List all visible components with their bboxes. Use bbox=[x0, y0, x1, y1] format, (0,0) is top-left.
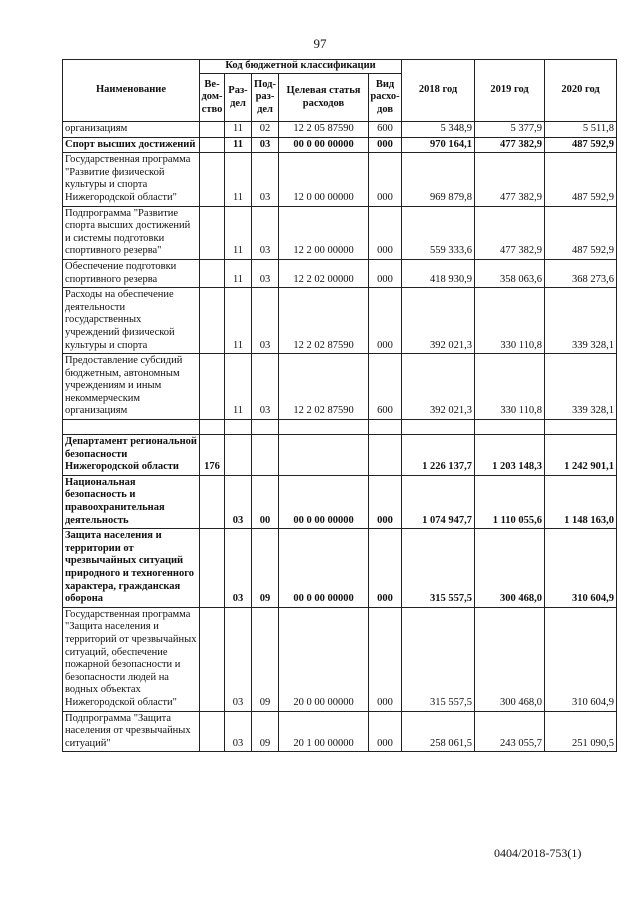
document-code: 0404/2018-753(1) bbox=[494, 846, 582, 860]
row-2020: 1 148 163,0 bbox=[545, 475, 617, 528]
row-2019: 477 382,9 bbox=[475, 137, 545, 153]
table-row bbox=[63, 711, 617, 752]
row-2018: 969 879,8 bbox=[402, 153, 475, 206]
row-2019: 477 382,9 bbox=[475, 153, 545, 206]
row-name: Спорт высших достижений bbox=[63, 137, 200, 153]
row-name: Подпрограмма "Защита населения от чрезвычайных ситуаций" bbox=[63, 711, 200, 752]
row-razdel: 11 bbox=[225, 288, 252, 354]
header-2018: 2018 год bbox=[402, 60, 475, 122]
row-2020: 339 328,1 bbox=[545, 288, 617, 354]
row-name: Обеспечение подготовки спортивного резерва bbox=[63, 259, 200, 287]
row-razdel: 11 bbox=[225, 259, 252, 287]
row-2020: 251 090,5 bbox=[545, 711, 617, 752]
row-2020: 487 592,9 bbox=[545, 206, 617, 259]
row-vid: 000 bbox=[369, 607, 402, 711]
row-podrazdel: 03 bbox=[252, 206, 279, 259]
row-ved bbox=[200, 354, 225, 420]
table-row bbox=[63, 153, 617, 206]
row-2018: 315 557,5 bbox=[402, 607, 475, 711]
table-row bbox=[63, 475, 617, 528]
row-target: 00 0 00 00000 bbox=[279, 529, 369, 608]
row-ved bbox=[200, 475, 225, 528]
row-ved: 176 bbox=[200, 435, 225, 476]
header-2020: 2020 год bbox=[545, 60, 617, 122]
row-2018: 392 021,3 bbox=[402, 354, 475, 420]
row-2018: 5 348,9 bbox=[402, 122, 475, 138]
row-vid: 600 bbox=[369, 354, 402, 420]
blank-cell bbox=[63, 420, 200, 435]
row-2020: 368 273,6 bbox=[545, 259, 617, 287]
row-ved bbox=[200, 206, 225, 259]
row-razdel: 11 bbox=[225, 137, 252, 153]
row-ved bbox=[200, 122, 225, 138]
row-2020: 310 604,9 bbox=[545, 529, 617, 608]
row-2018: 258 061,5 bbox=[402, 711, 475, 752]
row-podrazdel: 03 bbox=[252, 153, 279, 206]
row-2018: 392 021,3 bbox=[402, 288, 475, 354]
row-2020: 310 604,9 bbox=[545, 607, 617, 711]
row-2019: 330 110,8 bbox=[475, 288, 545, 354]
row-ved bbox=[200, 529, 225, 608]
row-2019: 477 382,9 bbox=[475, 206, 545, 259]
header-classification-group: Код бюджетной классификации bbox=[200, 60, 402, 74]
header-podrazdel: Под-раз-дел bbox=[252, 74, 279, 122]
row-vid: 000 bbox=[369, 475, 402, 528]
table-header bbox=[63, 60, 617, 122]
row-2018: 1 226 137,7 bbox=[402, 435, 475, 476]
row-ved bbox=[200, 137, 225, 153]
row-target: 12 2 02 00000 bbox=[279, 259, 369, 287]
row-podrazdel: 00 bbox=[252, 475, 279, 528]
row-2020: 487 592,9 bbox=[545, 153, 617, 206]
row-razdel: 11 bbox=[225, 354, 252, 420]
row-name: Государственная программа "Защита населения и территорий от чрезвычайных ситуаций, обеспечение пожарной безопасности и безопасности людей на водных объектах Нижегородской области" bbox=[63, 607, 200, 711]
row-vid bbox=[369, 435, 402, 476]
row-vid: 000 bbox=[369, 259, 402, 287]
blank-cell bbox=[402, 420, 475, 435]
row-name: Предоставление субсидий бюджетным, автономным учреждениям и иным некоммерческим организациям bbox=[63, 354, 200, 420]
table-row bbox=[63, 354, 617, 420]
row-razdel bbox=[225, 435, 252, 476]
row-2020: 339 328,1 bbox=[545, 354, 617, 420]
page-number: 97 bbox=[313, 36, 327, 51]
row-razdel: 03 bbox=[225, 607, 252, 711]
row-ved bbox=[200, 711, 225, 752]
row-vid: 000 bbox=[369, 529, 402, 608]
header-expense-type: Вид расхо-дов bbox=[369, 74, 402, 122]
row-vid: 000 bbox=[369, 711, 402, 752]
row-target: 12 2 05 87590 bbox=[279, 122, 369, 138]
row-target: 12 2 00 00000 bbox=[279, 206, 369, 259]
header-name: Наименование bbox=[63, 60, 200, 122]
row-2019: 300 468,0 bbox=[475, 529, 545, 608]
row-target: 12 0 00 00000 bbox=[279, 153, 369, 206]
row-2020: 1 242 901,1 bbox=[545, 435, 617, 476]
blank-cell bbox=[475, 420, 545, 435]
row-vid: 000 bbox=[369, 153, 402, 206]
row-2019: 1 110 055,6 bbox=[475, 475, 545, 528]
row-2018: 418 930,9 bbox=[402, 259, 475, 287]
header-target-article: Целевая статья расходов bbox=[279, 74, 369, 122]
row-podrazdel: 03 bbox=[252, 354, 279, 420]
row-2019: 1 203 148,3 bbox=[475, 435, 545, 476]
row-2020: 487 592,9 bbox=[545, 137, 617, 153]
row-2018: 559 333,6 bbox=[402, 206, 475, 259]
row-2019: 243 055,7 bbox=[475, 711, 545, 752]
row-target: 20 1 00 00000 bbox=[279, 711, 369, 752]
row-razdel: 11 bbox=[225, 153, 252, 206]
header-2019: 2019 год bbox=[475, 60, 545, 122]
blank-cell bbox=[252, 420, 279, 435]
row-2018: 970 164,1 bbox=[402, 137, 475, 153]
table-row bbox=[63, 122, 617, 138]
row-razdel: 11 bbox=[225, 206, 252, 259]
row-vid: 000 bbox=[369, 288, 402, 354]
row-target: 12 2 02 87590 bbox=[279, 288, 369, 354]
row-vid: 000 bbox=[369, 206, 402, 259]
row-2020: 5 511,8 bbox=[545, 122, 617, 138]
row-podrazdel: 03 bbox=[252, 259, 279, 287]
blank-row bbox=[63, 420, 617, 435]
blank-cell bbox=[279, 420, 369, 435]
row-name: Расходы на обеспечение деятельности государственных учреждений физической культуры и спорта bbox=[63, 288, 200, 354]
row-target: 12 2 02 87590 bbox=[279, 354, 369, 420]
table-row bbox=[63, 529, 617, 608]
row-name: Национальная безопасность и правоохранительная деятельность bbox=[63, 475, 200, 528]
row-2018: 315 557,5 bbox=[402, 529, 475, 608]
row-podrazdel: 03 bbox=[252, 137, 279, 153]
row-podrazdel: 09 bbox=[252, 529, 279, 608]
header-razdel: Раз-дел bbox=[225, 74, 252, 122]
row-name: Подпрограмма "Развитие спорта высших достижений и системы подготовки спортивного резерва" bbox=[63, 206, 200, 259]
row-vid: 600 bbox=[369, 122, 402, 138]
row-2019: 358 063,6 bbox=[475, 259, 545, 287]
table-row bbox=[63, 435, 617, 476]
row-ved bbox=[200, 153, 225, 206]
row-razdel: 03 bbox=[225, 475, 252, 528]
table-row bbox=[63, 206, 617, 259]
row-vid: 000 bbox=[369, 137, 402, 153]
row-podrazdel: 09 bbox=[252, 711, 279, 752]
blank-cell bbox=[545, 420, 617, 435]
row-razdel: 03 bbox=[225, 711, 252, 752]
row-target bbox=[279, 435, 369, 476]
row-podrazdel bbox=[252, 435, 279, 476]
row-name: Департамент региональной безопасности Нижегородской области bbox=[63, 435, 200, 476]
blank-cell bbox=[200, 420, 225, 435]
row-name: организациям bbox=[63, 122, 200, 138]
row-podrazdel: 03 bbox=[252, 288, 279, 354]
row-2019: 330 110,8 bbox=[475, 354, 545, 420]
row-target: 20 0 00 00000 bbox=[279, 607, 369, 711]
blank-cell bbox=[225, 420, 252, 435]
row-2018: 1 074 947,7 bbox=[402, 475, 475, 528]
row-name: Защита населения и территории от чрезвычайных ситуаций природного и техногенного характера, гражданская оборона bbox=[63, 529, 200, 608]
row-ved bbox=[200, 259, 225, 287]
table-row bbox=[63, 607, 617, 711]
table-row bbox=[63, 288, 617, 354]
row-ved bbox=[200, 607, 225, 711]
row-2019: 300 468,0 bbox=[475, 607, 545, 711]
table-row bbox=[63, 259, 617, 287]
header-vedomstvo: Ве-дом-ство bbox=[200, 74, 225, 122]
row-name: Государственная программа "Развитие физической культуры и спорта Нижегородской области" bbox=[63, 153, 200, 206]
table-row bbox=[63, 137, 617, 153]
row-2019: 5 377,9 bbox=[475, 122, 545, 138]
row-podrazdel: 02 bbox=[252, 122, 279, 138]
budget-table bbox=[62, 59, 617, 752]
row-razdel: 03 bbox=[225, 529, 252, 608]
row-target: 00 0 00 00000 bbox=[279, 475, 369, 528]
row-target: 00 0 00 00000 bbox=[279, 137, 369, 153]
row-ved bbox=[200, 288, 225, 354]
row-podrazdel: 09 bbox=[252, 607, 279, 711]
row-razdel: 11 bbox=[225, 122, 252, 138]
blank-cell bbox=[369, 420, 402, 435]
